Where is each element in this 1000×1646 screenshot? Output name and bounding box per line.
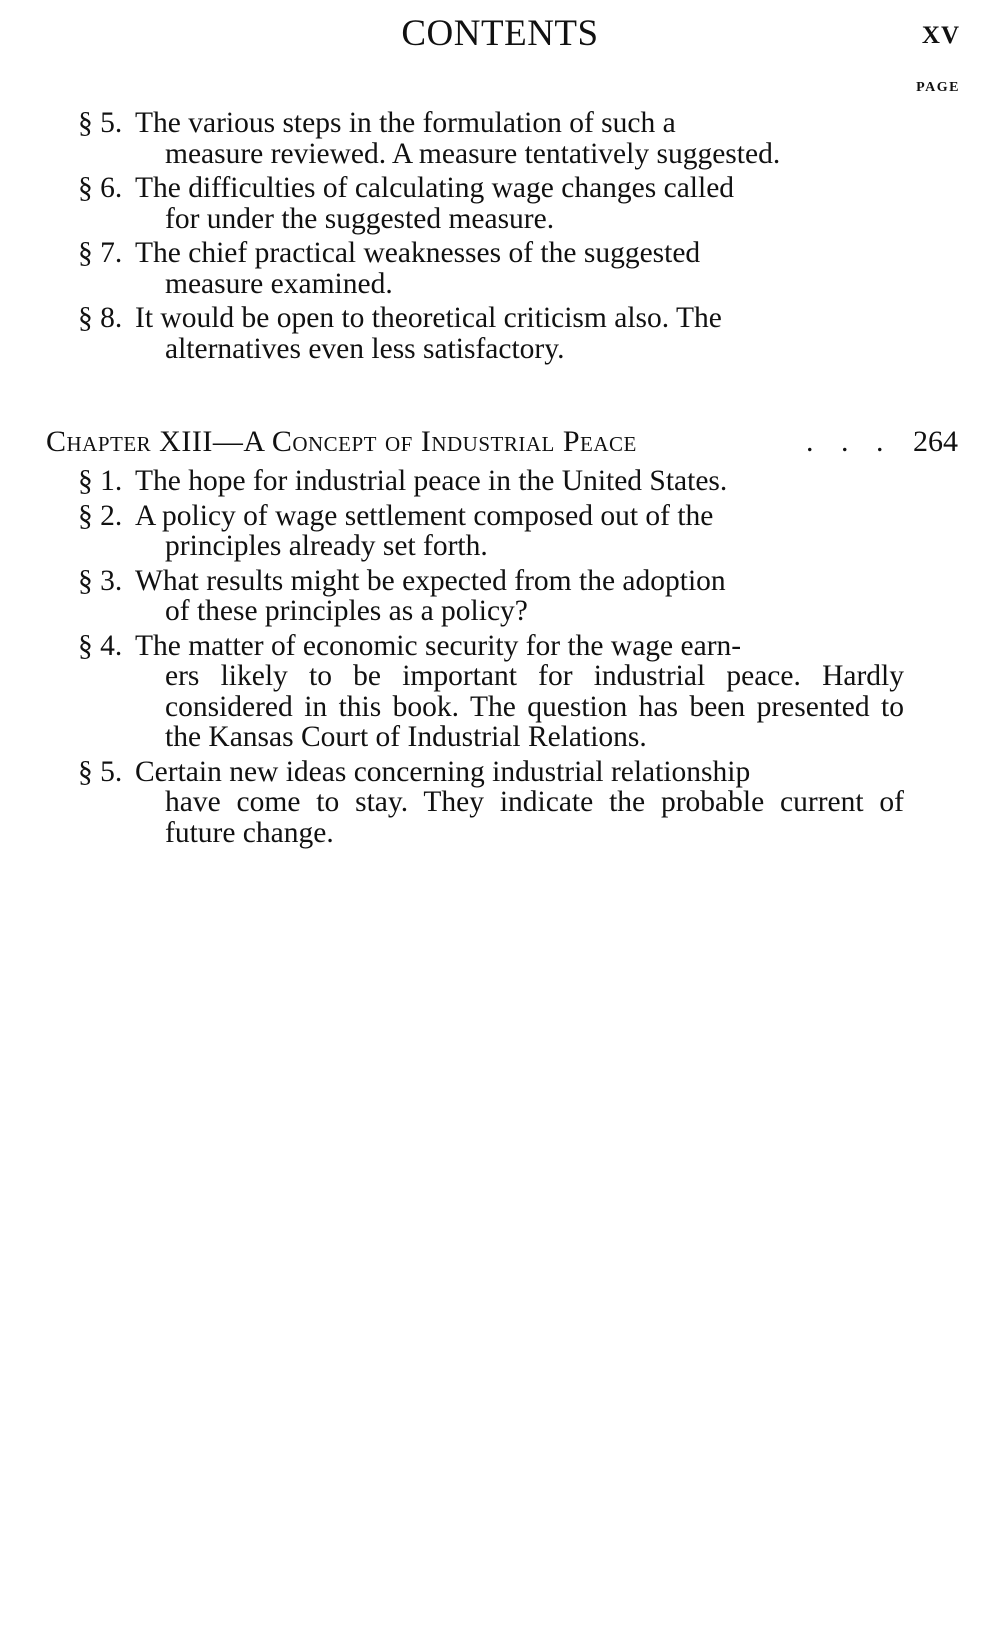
- section-text-rest: of these principles as a policy?: [165, 595, 528, 627]
- section-text-first: The chief practical weaknesses of the suggested: [135, 237, 701, 269]
- section-text-first: What results might be expected from the adoption: [135, 564, 726, 597]
- section-entry: [78, 631, 904, 753]
- section-text-first: The matter of economic security for the wage earn-: [135, 629, 742, 662]
- section-number: § 3.: [78, 564, 123, 597]
- section-entry: [78, 566, 904, 627]
- section-number: § 6.: [78, 172, 123, 204]
- section-entry: [78, 238, 904, 299]
- section-text-rest: measure examined.: [165, 267, 393, 300]
- section-entry: [78, 303, 904, 364]
- section-text-first: The hope for industrial peace in the United States.: [135, 465, 728, 497]
- section-text-first: It would be open to theoretical criticism also. The: [135, 302, 722, 334]
- section-entry: [78, 501, 904, 562]
- chapter-heading: [46, 424, 958, 460]
- page-title: CONTENTS: [401, 13, 599, 54]
- section-text-rest: ers likely to be important for industrial peace. Hardly considered in this book. The question has been presented to the Kansas Court of Industrial Relations.: [165, 660, 904, 753]
- section-number: § 1.: [78, 465, 123, 497]
- section-text-rest: have come to stay. They indicate the probable current of future change.: [165, 786, 904, 849]
- chapter-page-number: 264: [913, 425, 958, 458]
- running-head: [0, 12, 1000, 62]
- section-text-first: A policy of wage settlement composed out of the: [135, 499, 714, 532]
- section-entry: [78, 757, 904, 849]
- section-text-first: Certain new ideas concerning industrial relationship: [135, 755, 751, 788]
- section-number: § 4.: [78, 629, 123, 662]
- dot-leaders: . . .: [806, 425, 894, 458]
- section-entry: [78, 466, 904, 497]
- section-list-after: [78, 466, 904, 852]
- section-number: § 5.: [78, 107, 123, 139]
- section-number: § 2.: [78, 499, 123, 532]
- section-entry: [78, 108, 904, 169]
- section-text-rest: alternatives even less satisfactory.: [165, 332, 565, 365]
- section-number: § 8.: [78, 302, 123, 334]
- section-text-rest: for under the suggested measure.: [165, 202, 555, 235]
- section-text-rest: principles already set forth.: [165, 530, 488, 562]
- chapter-title: Chapter XIII—A Concept of Industrial Peace: [46, 425, 637, 458]
- section-text-rest: measure reviewed. A measure tentatively suggested.: [165, 137, 781, 170]
- page-column-label: PAGE: [916, 80, 960, 95]
- section-text-first: The various steps in the formulation of such a: [135, 107, 676, 139]
- section-text-first: The difficulties of calculating wage changes called: [135, 172, 735, 204]
- section-list-before: [78, 108, 904, 368]
- page-number: XV: [921, 22, 960, 49]
- section-number: § 5.: [78, 755, 123, 788]
- section-number: § 7.: [78, 237, 123, 269]
- section-entry: [78, 173, 904, 234]
